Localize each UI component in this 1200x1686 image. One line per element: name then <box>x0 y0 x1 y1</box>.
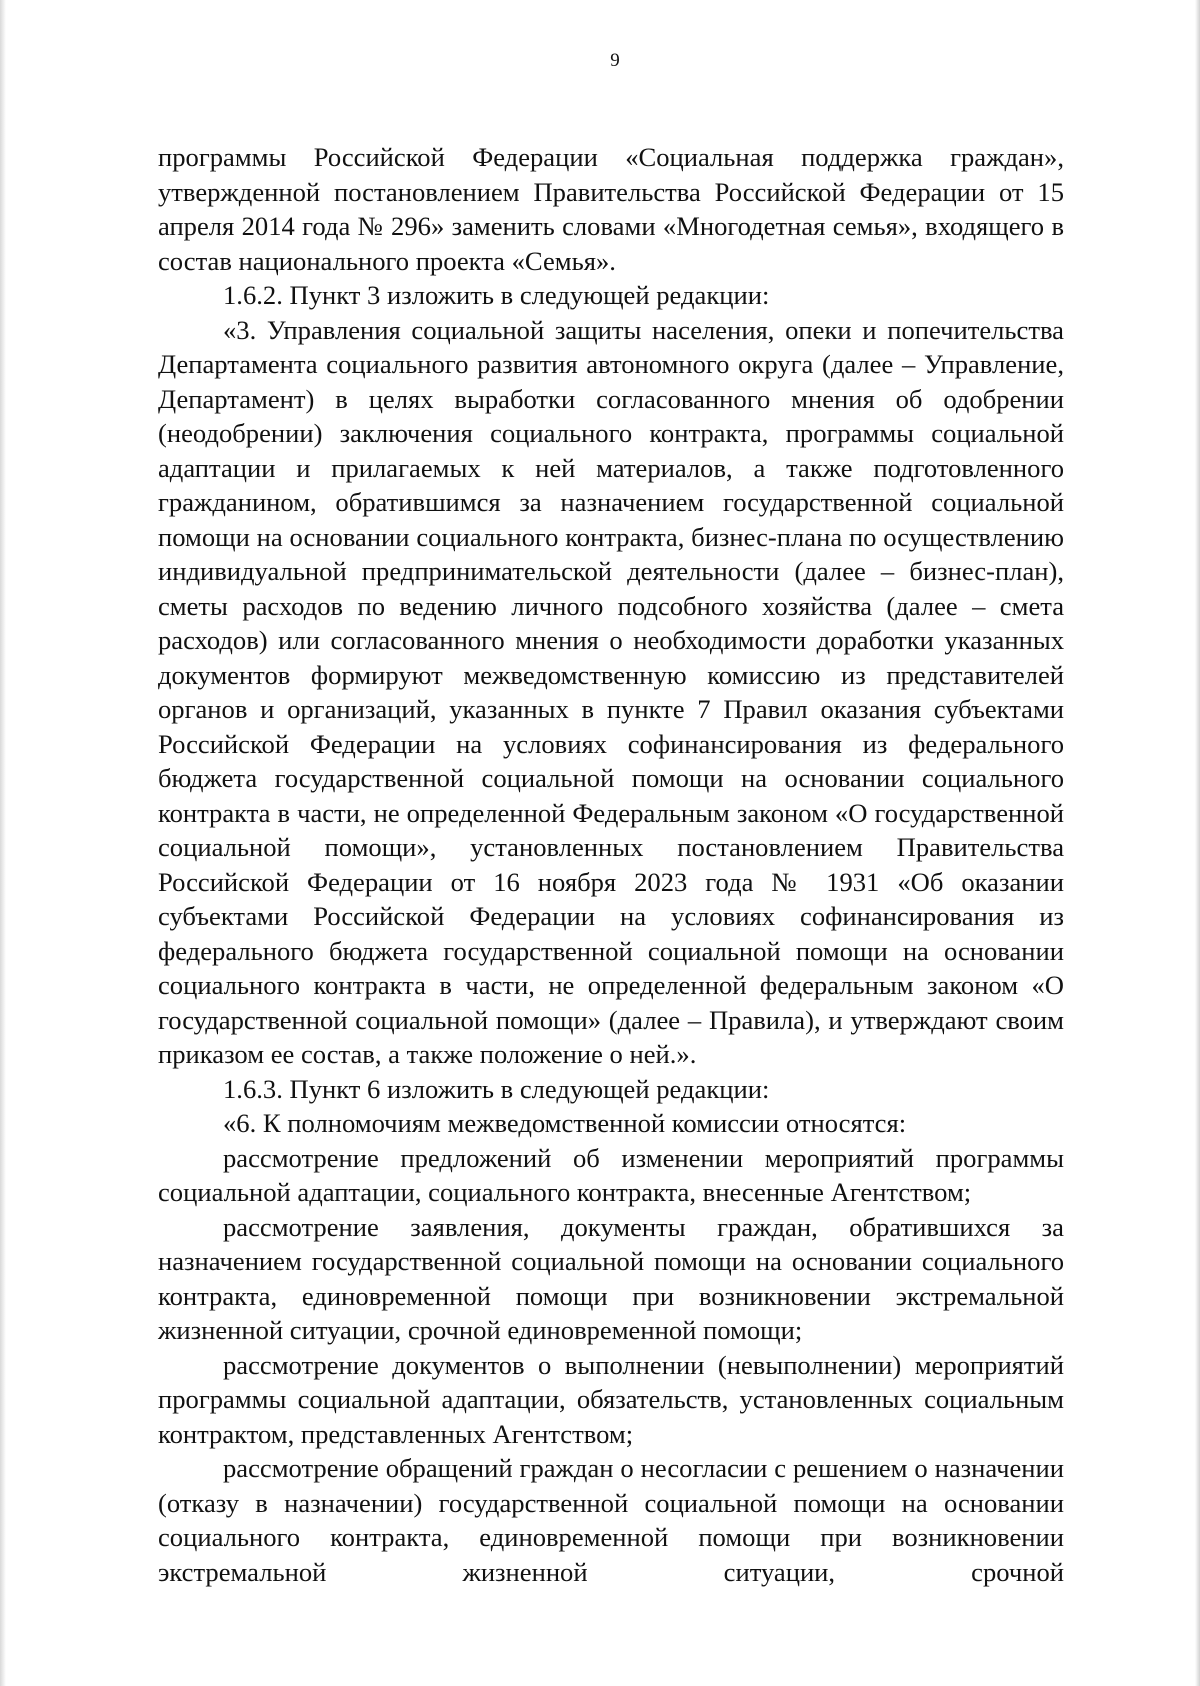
paragraph-1-6-2: 1.6.2. Пункт 3 изложить в следующей редакции: <box>223 280 770 310</box>
paragraph-duty-3: рассмотрение документов о выполнении (невыполнении) мероприятий программы социальной адаптации, обязательств, установленных социальным контрактом, представленных Агентством; <box>158 1349 1064 1449</box>
paragraph-1-6-3: 1.6.3. Пункт 6 изложить в следующей редакции: <box>223 1073 770 1104</box>
page-number: 9 <box>610 50 620 71</box>
paragraph-duty-4: рассмотрение обращений граждан о несогласии с решением о назначении (отказу в назначении) государственной социальной помощи на основании социального контракта, единовременной помощи при возникновении экстремальной жизненной ситуации, срочной <box>158 1453 1064 1587</box>
document-body <box>158 140 1064 1589</box>
paragraph-item-3: «3. Управления социальной защиты населения, опеки и попечительства Департамента социального развития автономного округа (далее – Управление, Департамент) в целях выработки согласованного мнения об одобрении (неодобрении) заключения социального контракта, программы социальной адаптации и прилагаемых к ней материалов, а также подготовленного гражданином, обратившимся за назначением государственной социальной помощи на основании социального контракта, бизнес-плана по осуществлению индивидуальной предпринимательской деятельности (далее – бизнес-план), сметы расходов по ведению личного подсобного хозяйства (далее – смета расходов) или согласованного мнения о необходимости доработки указанных документов формируют межведомственную комиссию из представителей органов и организаций, указанных в пункте 7 Правил оказания субъектами Российской Федерации на условиях софинансирования из федерального бюджета государственной социальной помощи на основании социального контракта в части, не определенной Федеральным законом «О государственной социальной помощи», установленных постановлением Правительства Российской Федерации от 16 ноября 2023 года № 1931 «Об оказании субъектами Российской Федерации на условиях софинансирования из федерального бюджета государственной социальной помощи на основании социального контракта в части, не определенной федеральным законом «О государственной социальной помощи» (далее – Правила), и утверждают своим приказом ее состав, а также положение о ней.». <box>158 314 1064 1069</box>
paragraph-duty-2: рассмотрение заявления, документы граждан, обратившихся за назначением государственной социальной помощи на основании социального контракта, единовременной помощи при возникновении экстремальной жизненной ситуации, срочной единовременной помощи; <box>158 1211 1064 1345</box>
paragraph-duty-1: рассмотрение предложений об изменении мероприятий программы социальной адаптации, социального контракта, внесенные Агентством; <box>158 1142 1064 1207</box>
paragraph-item-6: «6. К полномочиям межведомственной комиссии относятся: <box>223 1108 907 1138</box>
scan-edge-left <box>0 0 6 1686</box>
paragraph-intro: программы Российской Федерации «Социальная поддержка граждан», утвержденной постановлением Правительства Российской Федерации от 15 апреля 2014 года № 296» заменить словами «Многодетная семья», входящего в состав национального проекта «Семья». <box>158 142 1064 276</box>
scan-edge-right <box>1195 0 1200 1686</box>
